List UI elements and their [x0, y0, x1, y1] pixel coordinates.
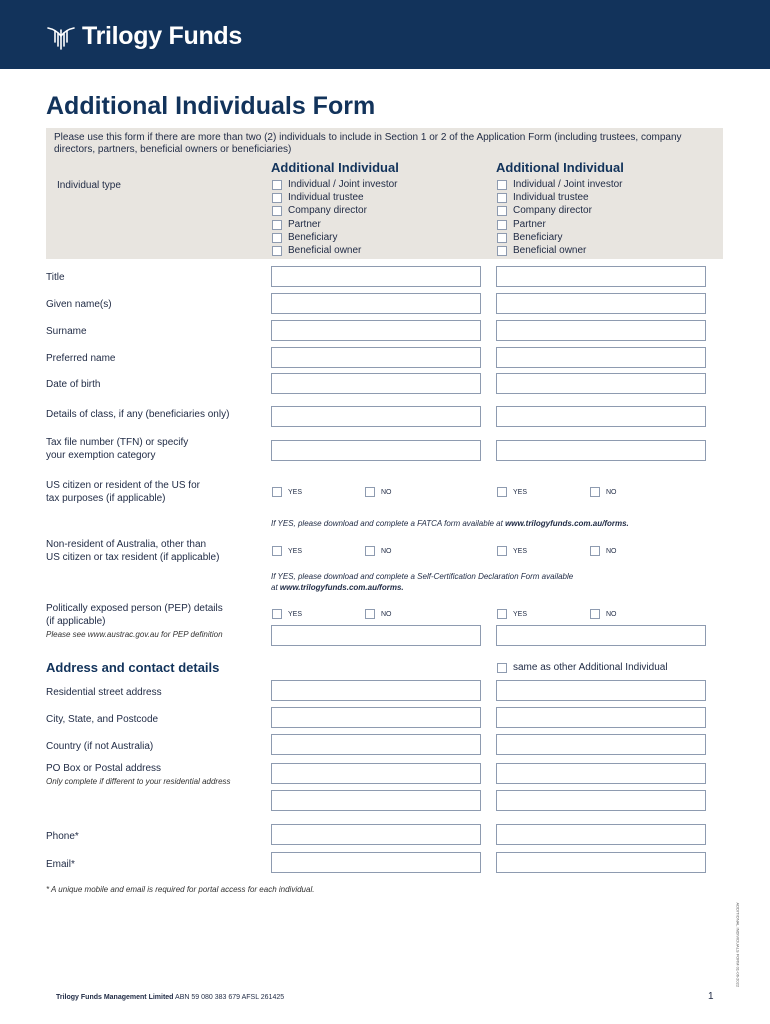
brand-name: Trilogy Funds — [82, 22, 242, 50]
type1-partner[interactable]: Partner — [272, 219, 321, 230]
surname-label: Surname — [46, 326, 87, 337]
type1-individual-joint[interactable]: Individual / Joint investor — [272, 179, 398, 190]
preferred-name-input-2[interactable] — [496, 347, 706, 368]
type2-individual-joint[interactable]: Individual / Joint investor — [497, 179, 623, 190]
checkbox[interactable] — [497, 193, 507, 203]
nonres2-yes[interactable]: YES — [497, 546, 527, 556]
po-box-input-2a[interactable] — [496, 763, 706, 784]
checkbox[interactable] — [272, 487, 282, 497]
checkbox[interactable] — [590, 609, 600, 619]
city-input-1[interactable] — [271, 707, 481, 728]
po-box-input-2b[interactable] — [496, 790, 706, 811]
checkbox[interactable] — [497, 233, 507, 243]
dob-input-2[interactable] — [496, 373, 706, 394]
brand-logo — [46, 22, 242, 51]
checkbox[interactable] — [497, 220, 507, 230]
pep-label: Politically exposed person (PEP) details (if applicable) Please see www.austrac.gov.au for PEP definition — [46, 603, 223, 639]
title-input-1[interactable] — [271, 266, 481, 287]
us-citizen-label: US citizen or resident of the US for tax purposes (if applicable) — [46, 480, 200, 504]
preferred-name-label: Preferred name — [46, 353, 116, 364]
us1-yes[interactable]: YES — [272, 487, 302, 497]
checkbox[interactable] — [365, 487, 375, 497]
same-as-other-checkbox[interactable]: same as other Additional Individual — [497, 662, 668, 673]
non-resident-label: Non-resident of Australia, other than US citizen or tax resident (if applicable) — [46, 539, 220, 563]
selfcert-link[interactable]: www.trilogyfunds.com.au/forms. — [279, 583, 404, 592]
given-names-input-2[interactable] — [496, 293, 706, 314]
checkbox[interactable] — [497, 546, 507, 556]
phone-label: Phone* — [46, 831, 79, 842]
dob-input-1[interactable] — [271, 373, 481, 394]
col2-heading: Additional Individual — [496, 160, 624, 175]
col1-heading: Additional Individual — [271, 160, 399, 175]
us2-no[interactable]: NO — [590, 487, 617, 497]
type1-beneficiary[interactable]: Beneficiary — [272, 232, 337, 243]
checkbox[interactable] — [272, 220, 282, 230]
surname-input-1[interactable] — [271, 320, 481, 341]
checkbox[interactable] — [272, 206, 282, 216]
checkbox[interactable] — [497, 180, 507, 190]
individual-type-label: Individual type — [57, 180, 121, 191]
surname-input-2[interactable] — [496, 320, 706, 341]
checkbox[interactable] — [272, 193, 282, 203]
checkbox[interactable] — [272, 180, 282, 190]
email-input-1[interactable] — [271, 852, 481, 873]
doc-code: ADDITIONAL INDIVIDUALS FORM 01-06-2022 — [735, 902, 741, 988]
pep2-no[interactable]: NO — [590, 609, 617, 619]
fatca-note: If YES, please download and complete a FATCA form available at www.trilogyfunds.com.au/forms. — [271, 519, 629, 528]
dob-label: Date of birth — [46, 379, 101, 390]
nonres2-no[interactable]: NO — [590, 546, 617, 556]
city-label: City, State, and Postcode — [46, 714, 159, 725]
checkbox[interactable] — [497, 609, 507, 619]
checkbox[interactable] — [497, 246, 507, 256]
class-details-input-1[interactable] — [271, 406, 481, 427]
class-details-label: Details of class, if any (beneficiaries only) — [46, 409, 230, 420]
checkbox[interactable] — [497, 487, 507, 497]
email-label: Email* — [46, 859, 75, 870]
nonres1-no[interactable]: NO — [365, 546, 392, 556]
checkbox[interactable] — [272, 609, 282, 619]
pep-details-input-2[interactable] — [496, 625, 706, 646]
selfcert-note: If YES, please download and complete a Self-Certification Declaration Form available at www.trilogyfunds.com.au/forms. — [271, 572, 574, 592]
phone-input-2[interactable] — [496, 824, 706, 845]
class-details-input-2[interactable] — [496, 406, 706, 427]
email-input-2[interactable] — [496, 852, 706, 873]
title-input-2[interactable] — [496, 266, 706, 287]
us2-yes[interactable]: YES — [497, 487, 527, 497]
footnote: * A unique mobile and email is required for portal access for each individual. — [46, 885, 315, 894]
title-label: Title — [46, 272, 65, 283]
phone-input-1[interactable] — [271, 824, 481, 845]
checkbox[interactable] — [272, 233, 282, 243]
preferred-name-input-1[interactable] — [271, 347, 481, 368]
nonres1-yes[interactable]: YES — [272, 546, 302, 556]
po-box-input-1a[interactable] — [271, 763, 481, 784]
tfn-label: Tax file number (TFN) or specify your exemption category — [46, 437, 189, 461]
page-number: 1 — [708, 991, 714, 1002]
type2-beneficiary[interactable]: Beneficiary — [497, 232, 562, 243]
type1-company-director[interactable]: Company director — [272, 205, 367, 216]
header-bar — [0, 0, 770, 69]
address-section-heading: Address and contact details — [46, 660, 220, 675]
po-box-label: PO Box or Postal address Only complete if different to your residential address — [46, 763, 231, 786]
pep2-yes[interactable]: YES — [497, 609, 527, 619]
pep1-yes[interactable]: YES — [272, 609, 302, 619]
po-box-note: Only complete if different to your residential address — [46, 777, 231, 786]
footer-text: Trilogy Funds Management Limited ABN 59 080 383 679 AFSL 261425 — [56, 994, 285, 1001]
city-input-2[interactable] — [496, 707, 706, 728]
pep-note: Please see www.austrac.gov.au for PEP definition — [46, 630, 223, 639]
checkbox[interactable] — [497, 206, 507, 216]
checkbox[interactable] — [272, 546, 282, 556]
checkbox[interactable] — [590, 546, 600, 556]
checkbox[interactable] — [272, 246, 282, 256]
po-box-input-1b[interactable] — [271, 790, 481, 811]
residential-input-1[interactable] — [271, 680, 481, 701]
us1-no[interactable]: NO — [365, 487, 392, 497]
intro-box — [46, 128, 723, 259]
country-label: Country (if not Australia) — [46, 741, 154, 752]
intro-text: Please use this form if there are more than two (2) individuals to include in Section 1 or 2 of the Application Form (including trustees, company directors, partners, beneficial owners or beneficiaries) — [54, 132, 682, 155]
type2-individual-trustee[interactable]: Individual trustee — [497, 192, 589, 203]
type1-individual-trustee[interactable]: Individual trustee — [272, 192, 364, 203]
checkbox[interactable] — [365, 546, 375, 556]
pep-details-input-1[interactable] — [271, 625, 481, 646]
trilogy-logo-icon — [46, 24, 76, 50]
given-names-input-1[interactable] — [271, 293, 481, 314]
page-title: Additional Individuals Form — [46, 92, 376, 120]
given-names-label: Given name(s) — [46, 299, 112, 310]
tfn-input-1[interactable] — [271, 440, 481, 461]
type2-company-director[interactable]: Company director — [497, 205, 592, 216]
checkbox[interactable] — [590, 487, 600, 497]
checkbox[interactable] — [497, 663, 507, 673]
fatca-link[interactable]: www.trilogyfunds.com.au/forms. — [505, 519, 629, 528]
type2-partner[interactable]: Partner — [497, 219, 546, 230]
type2-beneficial-owner[interactable]: Beneficial owner — [497, 245, 586, 256]
country-input-1[interactable] — [271, 734, 481, 755]
country-input-2[interactable] — [496, 734, 706, 755]
residential-input-2[interactable] — [496, 680, 706, 701]
checkbox[interactable] — [365, 609, 375, 619]
residential-label: Residential street address — [46, 687, 162, 698]
pep1-no[interactable]: NO — [365, 609, 392, 619]
tfn-input-2[interactable] — [496, 440, 706, 461]
type1-beneficial-owner[interactable]: Beneficial owner — [272, 245, 361, 256]
